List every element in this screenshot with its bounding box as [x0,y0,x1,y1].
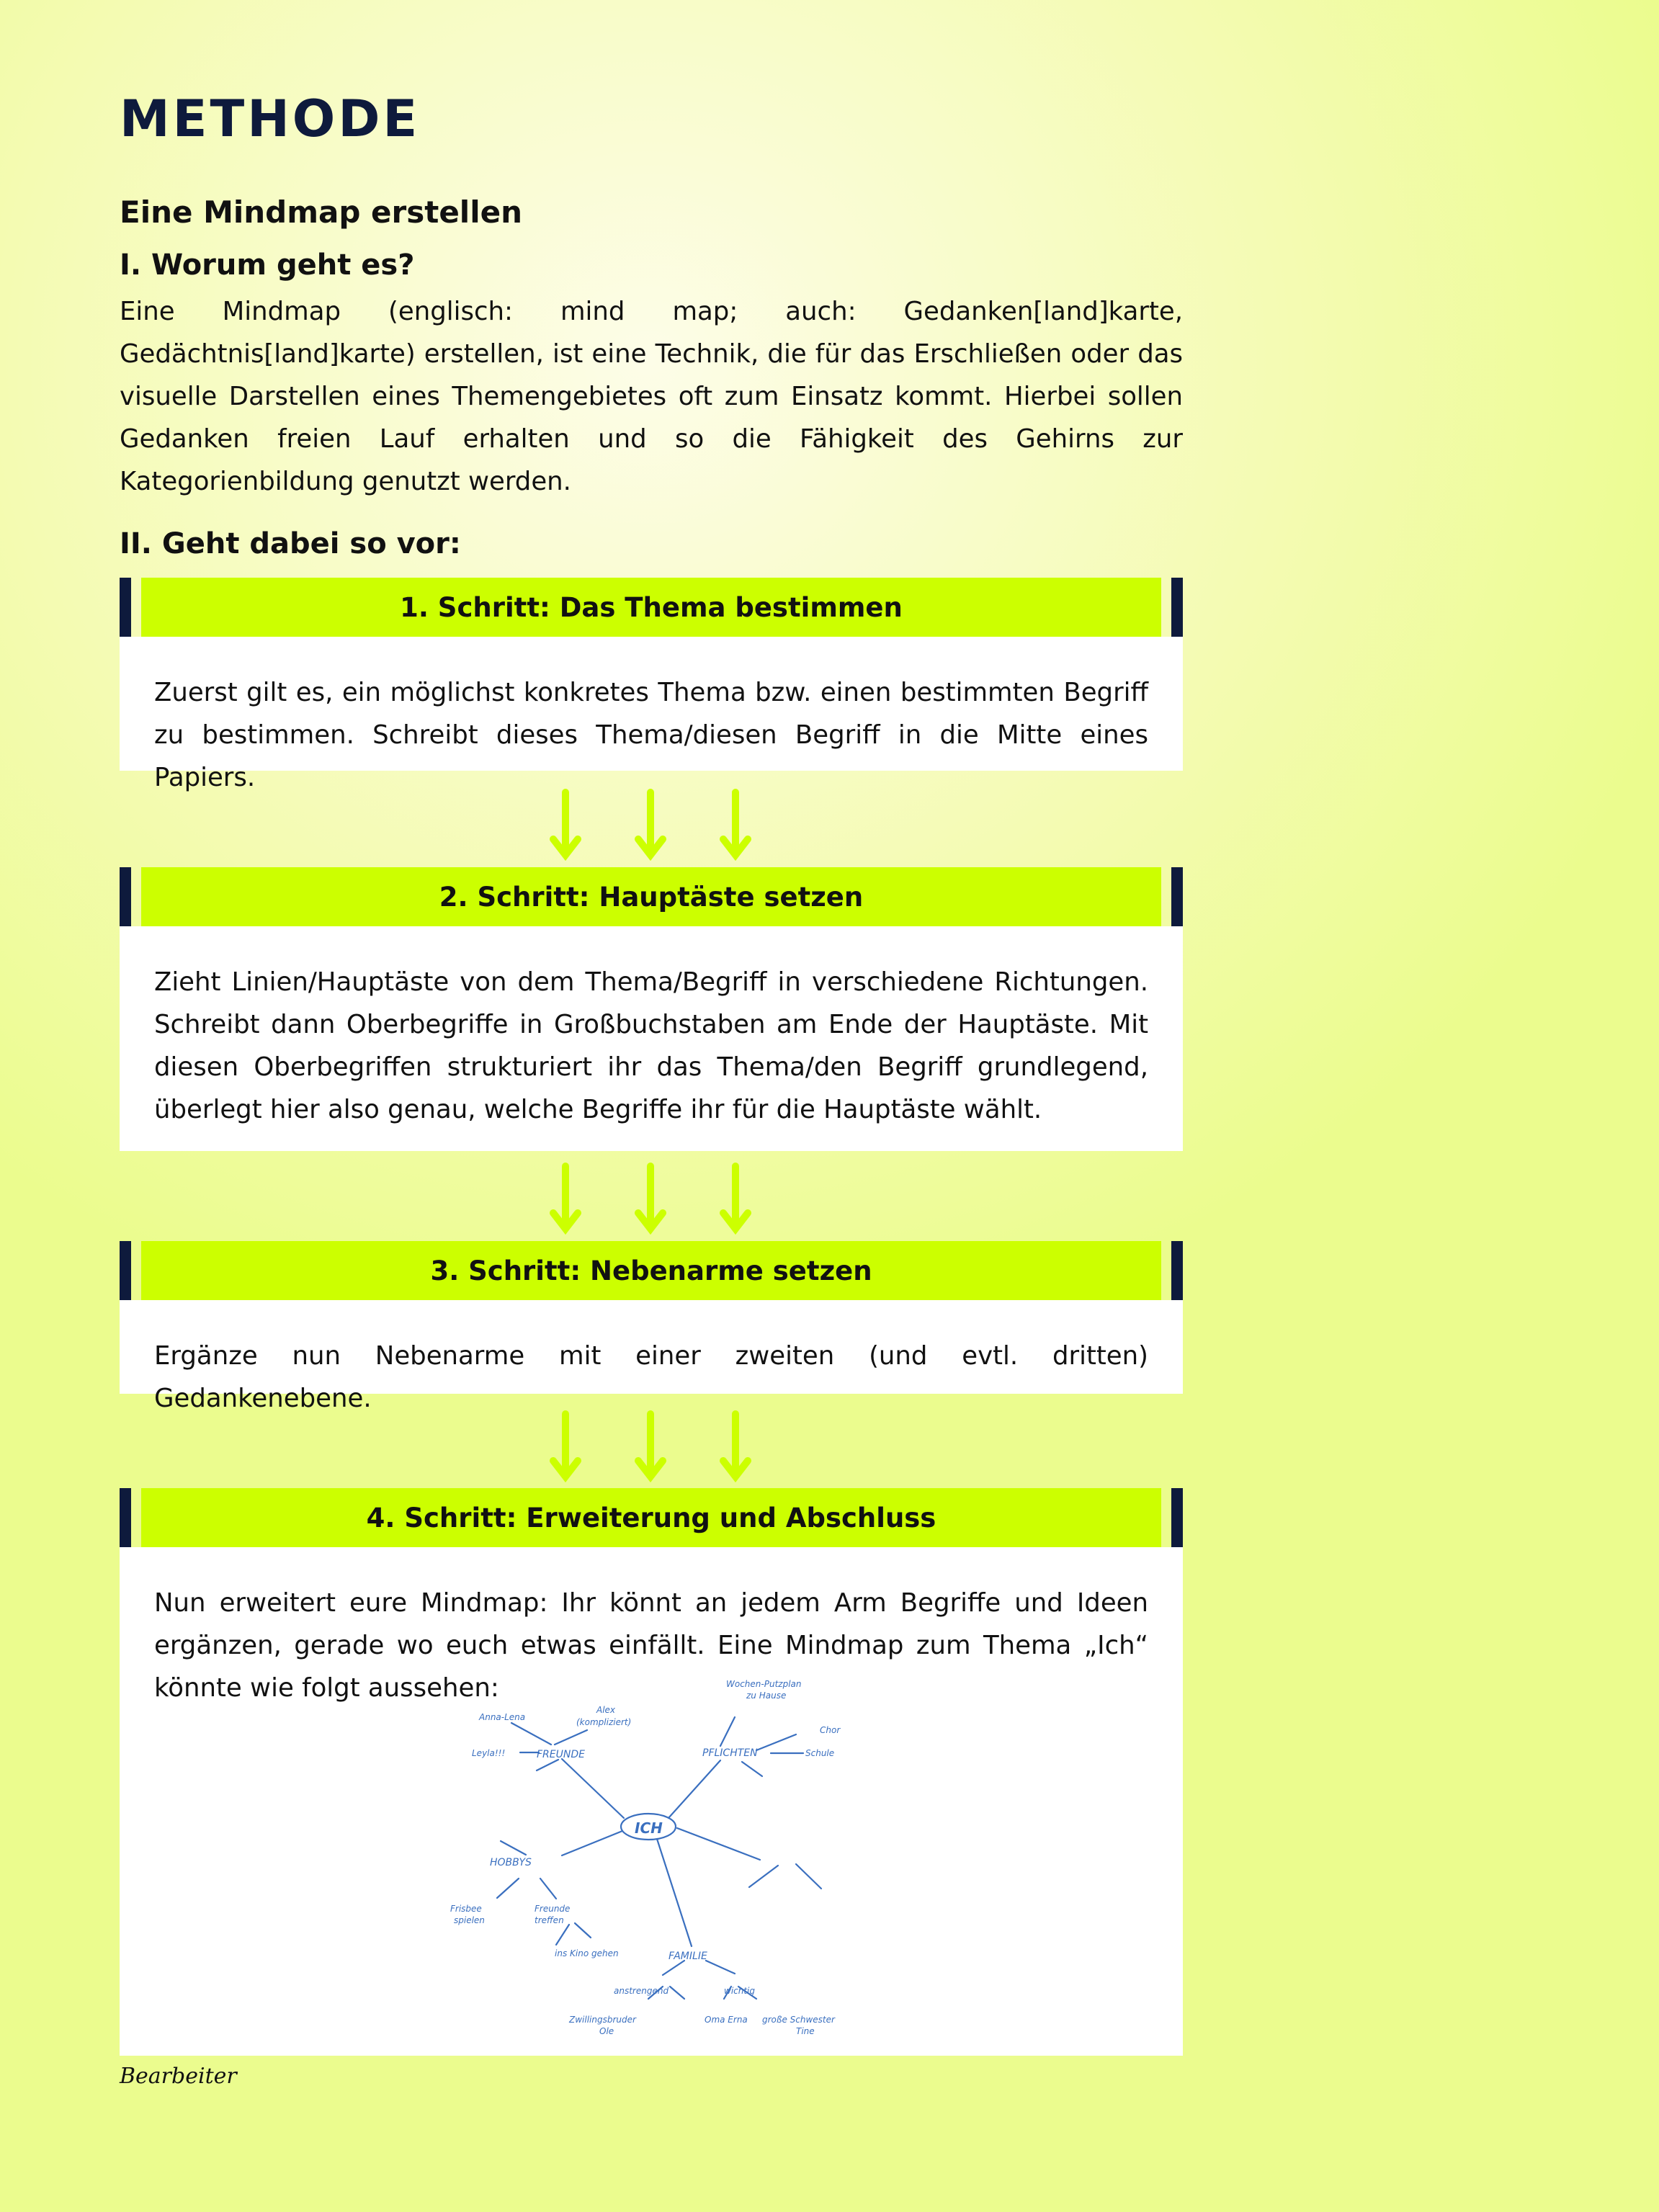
header-bar-right [1171,1241,1183,1300]
mindmap-label-pflichten: PFLICHTEN [702,1747,758,1759]
header-bar-right [1171,867,1183,926]
step-3-title: 3. Schritt: Nebenarme setzen [141,1241,1161,1300]
step-1-text: Zuerst gilt es, ein möglichst konkretes Thema bzw. einen bestimmten Begriff zu bestimmen. Schreibt dieses Thema/diesen Begriff in die Mitte eines Papiers. [120,637,1183,771]
step-1 [120,578,1183,792]
mindmap-label-freunde: FREUNDE [537,1749,585,1760]
mindmap-label-chor: Chor [820,1725,841,1735]
mindmap-label-alex-note: (kompliziert) [576,1717,632,1727]
step-2-header [120,867,1183,926]
header-bar-left [120,867,131,926]
section1-text: Eine Mindmap (englisch: mind map; auch: Gedanken[land]karte, Gedächtnis[land]karte) erstellen, ist eine Technik, die für das Erschließen oder das visuelle Darstellen eines Themengebietes oft zum Einsatz kommt. Hierbei sollen Gedanken freien Lauf erhalten und so die Fähigkeit des Gehirns zur Kategorienbildung genutzt werden. [120,297,1183,496]
step-1-header [120,578,1183,637]
mindmap-label-familie: FAMILIE [668,1951,707,1962]
step-3-text: Ergänze nun Nebenarme mit einer zweiten (und evtl. dritten) Gedankenebene. [120,1300,1183,1394]
down-arrows-3 [547,1410,764,1482]
step-2-text: Zieht Linien/Hauptäste von dem Thema/Begriff in verschiedene Richtungen. Schreibt dann Oberbegriffe in Großbuchstaben am Ende der Hauptäste. Mit diesen Oberbegriffen strukturiert ihr das Thema/den Begriff grundlegend, überlegt hier also genau, welche Begriffe ihr für die Hauptäste wählt. [120,926,1183,1151]
mindmap-label-anna: Anna-Lena [479,1712,526,1722]
page-title: Eine Mindmap erstellen [120,194,522,230]
step-3-header [120,1241,1183,1300]
mindmap-label-spielen: spielen [454,1915,485,1925]
down-arrows-1 [547,789,764,861]
mindmap-label-schwester-1: große Schwester [762,2015,835,2025]
mindmap-label-anstrengend: anstrengend [614,1986,669,1996]
mindmap-label-oma: Oma Erna [705,2015,748,2025]
header-bar-left [120,578,131,637]
down-arrows-2 [547,1163,764,1235]
mindmap-label-zwilling-2: Ole [599,2026,614,2036]
mindmap-label-hobbys: HOBBYS [490,1857,532,1868]
step-1-title: 1. Schritt: Das Thema bestimmen [141,578,1161,637]
mindmap-label-alex: Alex [596,1705,616,1715]
step-2-title: 2. Schritt: Hauptäste setzen [141,867,1161,926]
step-4-header [120,1488,1183,1547]
header-bar-left [120,1488,131,1547]
mindmap-label-wochen: Wochen-Putzplan [726,1679,802,1689]
header-bar-right [1171,578,1183,637]
section2-heading: II. Geht dabei so vor: [120,527,461,560]
mindmap-label-freunde-treffen-2: treffen [535,1915,564,1925]
step-4-text: Nun erweitert eure Mindmap: Ihr könnt an jedem Arm Begriffe und Ideen ergänzen, gerade wo euch etwas einfällt. Eine Mindmap zum Thema „Ich“ könnte wie folgt aussehen: [120,1547,1183,2056]
methode-logo: METHODE [120,89,421,148]
header-bar-left [120,1241,131,1300]
mindmap-label-schwester-2: Tine [796,2026,815,2036]
mindmap-label-zwilling-1: Zwillingsbruder [569,2015,636,2025]
step-4-title: 4. Schritt: Erweiterung und Abschluss [141,1488,1161,1547]
mindmap-center: ICH [635,1819,663,1837]
mindmap-label-kino: ins Kino gehen [555,1948,619,1958]
mindmap-label-leyla: Leyla!!! [472,1748,506,1758]
step-2 [120,867,1183,1151]
mindmap-label-wichtig: wichtig [724,1986,756,1996]
mindmap-label-frisbee: Frisbee [450,1904,482,1914]
step-3 [120,1241,1183,1413]
mindmap-illustration [432,1671,908,2046]
header-bar-right [1171,1488,1183,1547]
section1-heading: I. Worum geht es? [120,248,415,282]
mindmap-label-zuhause: zu Hause [746,1691,787,1701]
footer-author: Bearbeiter [120,2064,237,2089]
mindmap-label-freunde-treffen-1: Freunde [535,1904,571,1914]
mindmap-label-schule: Schule [805,1748,835,1758]
